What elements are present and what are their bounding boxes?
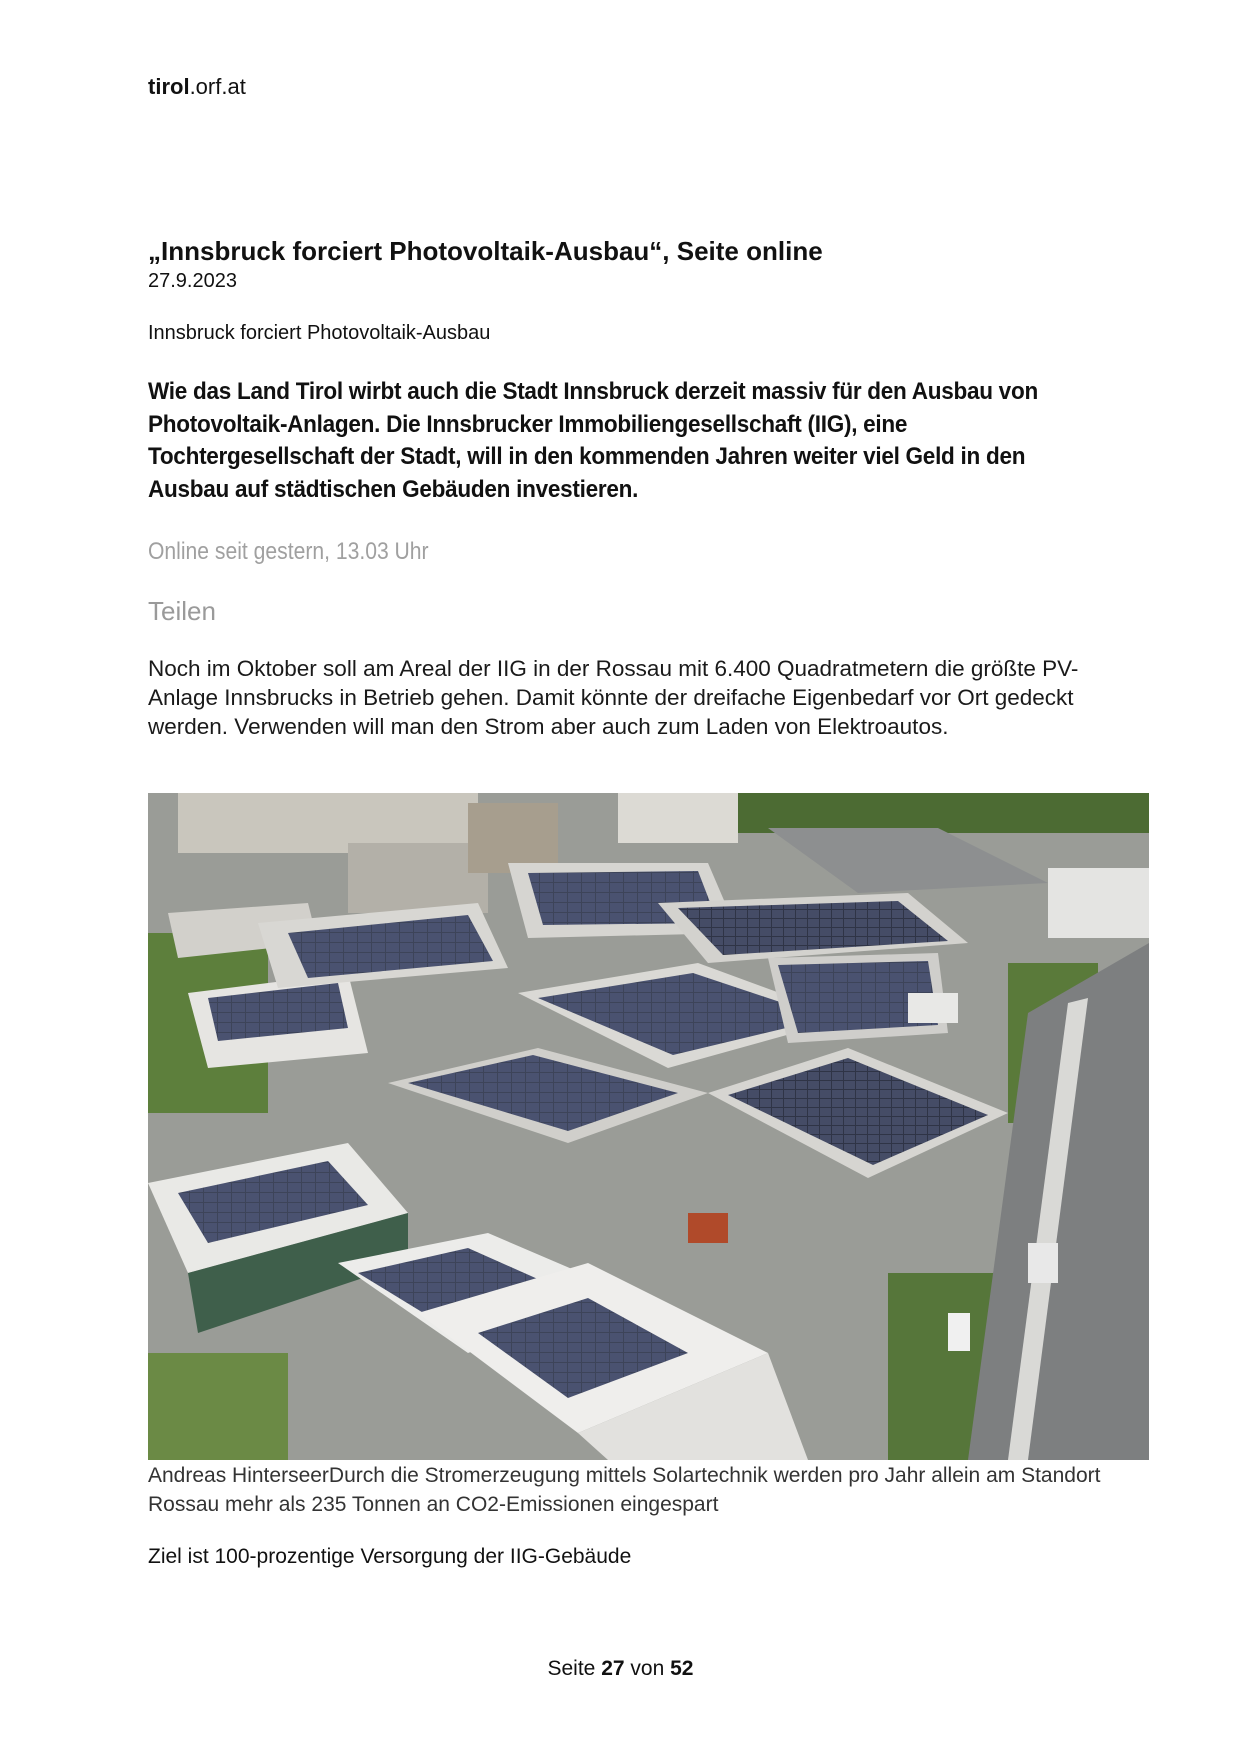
article-subtitle: Innsbruck forciert Photovoltaik-Ausbau [148, 322, 491, 344]
footer-page-number: 27 [601, 1657, 625, 1680]
article-title: „Innsbruck forciert Photovoltaik-Ausbau“, Seite online [148, 236, 823, 266]
article-body: Noch im Oktober soll am Areal der IIG in der Rossau mit 6.400 Quadratmetern die größte PV-Anlage Innsbrucks in Betrieb gehen. Damit könnte der dreifache Eigenbedarf vor Ort gedeckt werden. Verwenden will man den Strom aber auch zum Laden von Elektroautos. [148, 656, 1079, 739]
article-lead: Wie das Land Tirol wirbt auch die Stadt Innsbruck derzeit massiv für den Ausbau von Photovoltaik-Anlagen. Die Innsbrucker Immobiliengesellschaft (IIG), eine Tochtergesellschaft der Stadt, will in den kommenden Jahren weiter viel Geld in den Ausbau auf städtischen Gebäuden investieren. [148, 378, 1038, 503]
section-heading: Ziel ist 100-prozentige Versorgung der IIG-Gebäude [148, 1545, 632, 1568]
source-rest: .orf.at [189, 74, 246, 99]
footer-mid: von [630, 1657, 665, 1680]
photo-caption: Andreas HinterseerDurch die Stromerzeugung mittels Solartechnik werden pro Jahr allein am Standort Rossau mehr als 235 Tonnen an CO2-Emissionen eingespart [148, 1464, 1101, 1516]
footer-prefix: Seite [547, 1657, 596, 1680]
page-footer [0, 1657, 1241, 1681]
source-label [148, 74, 246, 100]
aerial-photo [148, 793, 1149, 1460]
footer-total-pages: 52 [670, 1657, 694, 1680]
source-bold: tirol [148, 74, 190, 99]
article-date: 27.9.2023 [148, 270, 237, 292]
share-link[interactable]: Teilen [148, 596, 216, 626]
publish-time: Online seit gestern, 13.03 Uhr [148, 538, 429, 565]
